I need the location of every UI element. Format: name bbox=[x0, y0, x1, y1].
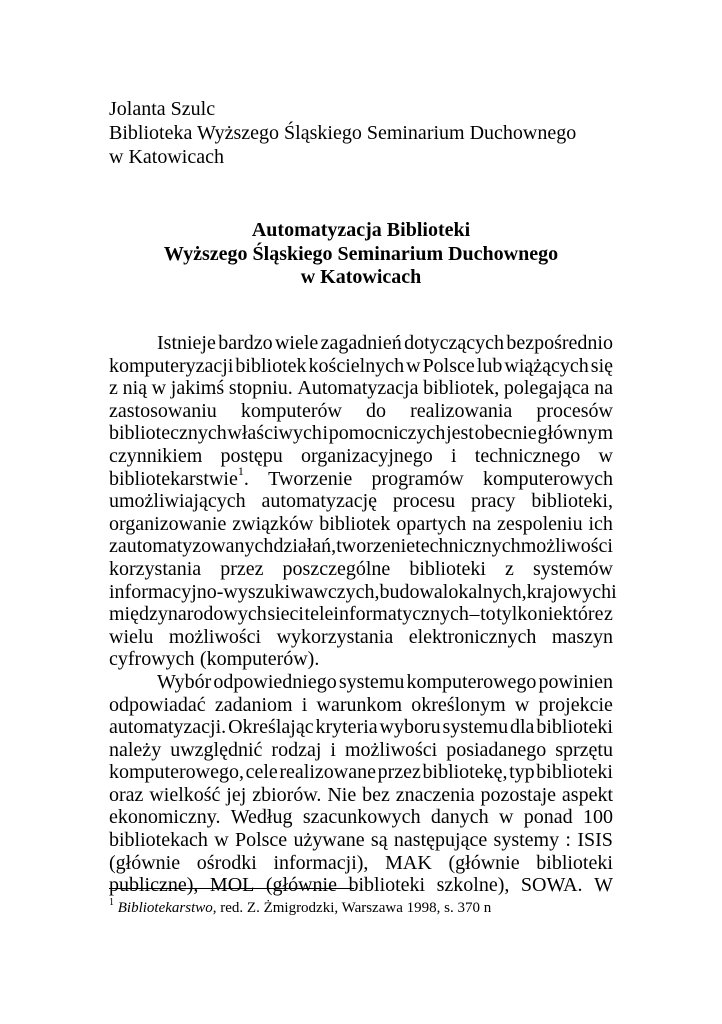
word: zbiorów. bbox=[252, 783, 322, 806]
word: głównym bbox=[537, 422, 613, 445]
word: organizowanie bbox=[109, 512, 227, 535]
word: używane bbox=[293, 829, 365, 852]
word: możliwości bbox=[520, 535, 613, 558]
word: cyfrowych bbox=[109, 648, 195, 671]
word: pracy bbox=[471, 490, 516, 513]
word: obecnie bbox=[474, 422, 537, 445]
word: zadaniom bbox=[214, 693, 293, 716]
word: (głównie bbox=[109, 851, 181, 874]
word: na bbox=[594, 377, 613, 400]
word: określonym bbox=[411, 693, 506, 716]
word: automatyzacji. bbox=[109, 716, 227, 739]
word: tylko bbox=[496, 603, 538, 626]
word: z bbox=[109, 377, 118, 400]
word: jest bbox=[446, 422, 474, 445]
word: następujące bbox=[393, 829, 488, 852]
paragraph-line bbox=[109, 739, 613, 762]
body-text bbox=[109, 332, 617, 897]
paragraph-line bbox=[109, 603, 613, 626]
word: Wybór bbox=[157, 670, 212, 693]
word: szkolne), bbox=[436, 874, 510, 897]
footnote-cited-title: Bibliotekarstwo bbox=[117, 900, 213, 916]
word: komputeryzacji bbox=[109, 354, 234, 377]
word: w bbox=[214, 829, 229, 852]
word: Określając bbox=[228, 716, 314, 739]
word: pomocniczych bbox=[328, 422, 446, 445]
word: informacji), bbox=[273, 851, 369, 874]
word: w bbox=[151, 377, 167, 400]
word: polegająca bbox=[503, 377, 590, 400]
paragraph-line bbox=[109, 463, 613, 491]
word: sieci bbox=[267, 603, 304, 626]
word: możliwości bbox=[168, 625, 262, 648]
word: w bbox=[514, 693, 530, 716]
word: informacyjno-wyszukiwawczych, bbox=[109, 580, 380, 603]
word: jakimś bbox=[170, 377, 225, 400]
word: danych bbox=[430, 806, 489, 829]
paragraph-line bbox=[109, 806, 613, 829]
title-line-2: Wyższego Śląskiego Seminarium Duchownego bbox=[163, 242, 559, 265]
footnote-anchor-word: bibliotekarstwie$^1$. bbox=[109, 463, 249, 490]
word: kościelnych bbox=[308, 354, 405, 377]
footnote-reference[interactable]: 1 bbox=[237, 463, 244, 478]
word: komputerowego bbox=[406, 670, 537, 693]
word: do bbox=[366, 399, 387, 422]
paragraph-line bbox=[109, 580, 617, 604]
word: są bbox=[370, 829, 388, 852]
word: realizowane bbox=[279, 761, 376, 784]
word: oraz bbox=[109, 783, 144, 806]
author-block bbox=[109, 97, 629, 169]
word: postępu bbox=[220, 444, 283, 467]
word: to bbox=[480, 603, 496, 626]
word: cele bbox=[245, 761, 278, 784]
word: bibliotek, bbox=[423, 377, 500, 400]
word: technicznego bbox=[474, 444, 581, 467]
word: przez bbox=[377, 761, 421, 784]
word: programów bbox=[371, 467, 464, 490]
paragraph-line bbox=[109, 874, 613, 897]
paragraph-line bbox=[109, 648, 613, 671]
document-title bbox=[109, 219, 613, 290]
word: sprzętu bbox=[555, 738, 613, 761]
word: biblioteki bbox=[536, 716, 613, 739]
word: systemu bbox=[442, 716, 509, 739]
word: wykorzystania bbox=[276, 625, 394, 648]
word: : bbox=[565, 829, 571, 852]
word: korzystania bbox=[109, 557, 202, 580]
word: kryteria bbox=[315, 716, 378, 739]
word: bardzo bbox=[218, 332, 273, 354]
word: realizowania bbox=[410, 399, 513, 422]
word: i bbox=[450, 444, 457, 467]
word: 100 bbox=[582, 806, 613, 829]
word: szacunkowych bbox=[302, 806, 421, 829]
footnote bbox=[109, 899, 613, 917]
word: ośrodki bbox=[196, 851, 257, 874]
word: bibliotecznych bbox=[109, 422, 227, 445]
word: tworzenie bbox=[336, 535, 416, 558]
word: poszczególne bbox=[282, 557, 391, 580]
word: ISIS bbox=[577, 829, 613, 852]
word: odpowiedniego bbox=[213, 670, 337, 693]
footnote-citation: , red. Z. Żmigrodzki, Warszawa 1998, s. 370 n bbox=[212, 900, 492, 916]
word: Automatyzacja bbox=[297, 377, 419, 400]
word: biblioteki bbox=[409, 557, 486, 580]
paragraph-line bbox=[109, 852, 613, 875]
word: systemów bbox=[532, 557, 613, 580]
word: powinien bbox=[538, 670, 613, 693]
word: i bbox=[330, 738, 336, 761]
word: (komputerów). bbox=[199, 648, 320, 671]
word: biblioteki bbox=[536, 761, 613, 784]
word: bibliotek bbox=[319, 512, 391, 535]
title-line-1: Automatyzacja Biblioteki bbox=[251, 219, 471, 241]
word: Polsce bbox=[422, 354, 475, 377]
word: biblioteki bbox=[348, 874, 426, 897]
paragraph-line bbox=[109, 332, 613, 355]
word: biblioteki, bbox=[531, 490, 613, 513]
word: MOL bbox=[209, 874, 255, 897]
word: umożliwiających bbox=[109, 490, 246, 513]
paragraph-line bbox=[109, 513, 613, 536]
word: odpowiadać bbox=[109, 693, 206, 716]
word: lokalnych, bbox=[442, 580, 527, 603]
word: czynnikiem bbox=[109, 444, 203, 467]
word: krajowych bbox=[526, 580, 612, 603]
paragraph-line bbox=[109, 422, 613, 445]
word: dla bbox=[510, 716, 535, 739]
paragraph-line bbox=[109, 694, 613, 717]
word: uwzględnić bbox=[170, 738, 263, 761]
word: z bbox=[505, 557, 514, 580]
word: Polsce bbox=[234, 829, 288, 852]
word: związków bbox=[232, 512, 314, 535]
author-affiliation-city: w Katowicach bbox=[109, 146, 224, 168]
word: z bbox=[604, 603, 613, 626]
word: bibliotekach bbox=[109, 829, 208, 852]
word: i bbox=[611, 580, 617, 603]
word: bezpośrednio bbox=[506, 332, 613, 354]
word: Istnieje bbox=[157, 332, 216, 354]
word: maszyn bbox=[551, 625, 613, 648]
word: biblioteki bbox=[536, 851, 613, 874]
word: zagadnień bbox=[320, 332, 402, 354]
word: zastosowaniu bbox=[109, 399, 217, 422]
word: nią bbox=[122, 377, 147, 400]
title-line-3: w Katowicach bbox=[300, 266, 422, 288]
word: warunkom bbox=[316, 693, 403, 716]
word: w bbox=[498, 806, 514, 829]
paragraph-line bbox=[109, 535, 613, 558]
author-name: Jolanta Szulc bbox=[109, 98, 216, 120]
word: ponad bbox=[523, 806, 573, 829]
word: organizacyjnego bbox=[300, 444, 433, 467]
word: wiele bbox=[274, 332, 319, 354]
word: się bbox=[590, 354, 613, 377]
footnote-separator bbox=[109, 888, 354, 889]
word: znaczenia bbox=[395, 783, 475, 806]
paragraph-line bbox=[109, 626, 613, 649]
paragraph-line bbox=[109, 829, 613, 852]
word: wielkość bbox=[149, 783, 221, 806]
word: procesów bbox=[536, 399, 613, 422]
word: opartych bbox=[396, 512, 467, 535]
word: komputerowego, bbox=[109, 761, 244, 784]
word: lub bbox=[476, 354, 503, 377]
author-affiliation: Biblioteka Wyższego Śląskiego Seminarium Duchownego bbox=[109, 122, 577, 144]
word: ich bbox=[588, 512, 613, 535]
word: wyboru bbox=[379, 716, 441, 739]
word: projekcie bbox=[538, 693, 613, 716]
word: SOWA. bbox=[520, 874, 583, 897]
word: Tworzenie bbox=[268, 467, 353, 490]
word: i bbox=[322, 422, 329, 445]
word: typ bbox=[509, 761, 535, 784]
word: właściwych bbox=[227, 422, 322, 445]
word: możliwości bbox=[344, 738, 438, 761]
word: MAK bbox=[385, 851, 432, 874]
paragraph-line bbox=[109, 400, 613, 423]
word: dotyczących bbox=[404, 332, 505, 354]
word: należy bbox=[109, 738, 162, 761]
word: Według bbox=[230, 806, 293, 829]
word: stopniu. bbox=[228, 377, 293, 400]
word: w bbox=[598, 444, 613, 467]
word: systemu bbox=[338, 670, 405, 693]
word: elektronicznych bbox=[408, 625, 537, 648]
word: – bbox=[469, 603, 480, 626]
word: automatyzację bbox=[261, 490, 378, 513]
word: wiążących bbox=[504, 354, 589, 377]
word: jej bbox=[226, 783, 247, 806]
word: publiczne), bbox=[109, 874, 199, 897]
word: aspekt bbox=[561, 783, 613, 806]
paragraph-line bbox=[109, 355, 613, 378]
paragraph-line bbox=[109, 445, 613, 468]
word: w bbox=[406, 354, 421, 377]
paragraph-line bbox=[109, 671, 613, 694]
word: zespoleniu bbox=[497, 512, 583, 535]
word: technicznych bbox=[415, 535, 521, 558]
paragraph-line bbox=[109, 716, 613, 739]
word: rodzaj bbox=[271, 738, 322, 761]
word: bibliotek bbox=[235, 354, 307, 377]
word: przez bbox=[220, 557, 264, 580]
word: budowa bbox=[379, 580, 443, 603]
word: na bbox=[472, 512, 492, 535]
word: teleinformatycznych bbox=[304, 603, 469, 626]
word: i bbox=[301, 693, 308, 716]
word: międzynarodowych bbox=[109, 603, 267, 626]
word: Nie bbox=[327, 783, 357, 806]
word: W bbox=[594, 874, 613, 897]
paragraph-line bbox=[109, 490, 613, 513]
word: bez bbox=[362, 783, 390, 806]
word: pozostaje bbox=[480, 783, 557, 806]
word: (głównie bbox=[265, 874, 337, 897]
word: działań, bbox=[273, 535, 337, 558]
word: zautomatyzowanych bbox=[109, 535, 274, 558]
word: posiadanego bbox=[446, 738, 547, 761]
word: komputerowych bbox=[482, 467, 613, 490]
word: (głównie bbox=[448, 851, 520, 874]
word: systemy bbox=[493, 829, 560, 852]
word: wielu bbox=[109, 625, 154, 648]
word: komputerów bbox=[240, 399, 342, 422]
word: ekonomiczny. bbox=[109, 806, 221, 829]
word: procesu bbox=[392, 490, 456, 513]
footnote-number: 1 bbox=[109, 897, 114, 908]
paragraph-line bbox=[109, 377, 613, 400]
paragraph-line bbox=[109, 761, 613, 784]
word: bibliotekę, bbox=[422, 761, 508, 784]
paragraph-line bbox=[109, 784, 613, 807]
word: niektóre bbox=[537, 603, 604, 626]
paragraph-line bbox=[109, 558, 613, 581]
